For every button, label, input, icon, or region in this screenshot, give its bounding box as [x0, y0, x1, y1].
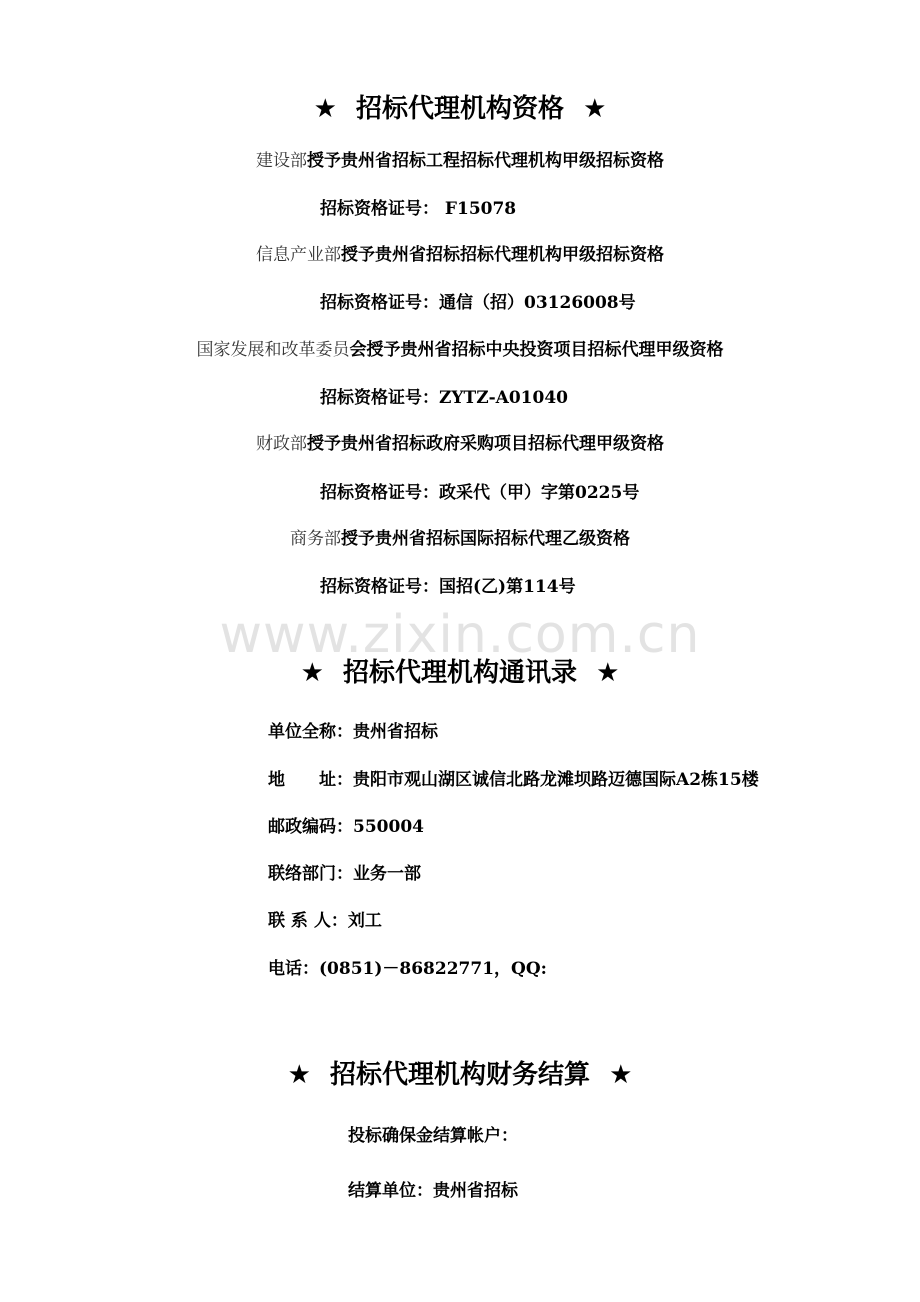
watermark: www.zixin.com.cn [219, 605, 701, 665]
row-label: 邮政编码： [268, 817, 353, 837]
row-label: 电话： [268, 959, 319, 979]
qualification-grant: 授予贵州省招标工程招标代理机构甲级招标资格 [307, 151, 664, 171]
qualification-grant: 授予贵州省招标招标代理机构甲级招标资格 [341, 245, 664, 265]
section-finance-title [0, 1054, 920, 1091]
section-title-text: 招标代理机构财务结算 [329, 1060, 590, 1090]
star-icon: ★ [583, 94, 607, 124]
contact-row [268, 906, 382, 931]
star-icon: ★ [287, 1060, 311, 1090]
authority-name: 信息产业部 [256, 245, 341, 265]
certificate-number: 招标资格证号：通信（招）03126008号 [320, 293, 636, 313]
row-value: 贵州省招标 [433, 1181, 518, 1201]
qualification-line [0, 335, 920, 360]
qualification-grant: 会授予贵州省招标中央投资项目招标代理甲级资格 [349, 340, 724, 360]
finance-row: 投标确保金结算帐户： [348, 1126, 518, 1146]
qualification-grant: 授予贵州省招标政府采购项目招标代理甲级资格 [307, 434, 664, 454]
certificate-number: 招标资格证号：政采代（甲）字第0225号 [320, 483, 640, 503]
contact-row [268, 954, 547, 979]
section-title-text: 招标代理机构通讯录 [342, 658, 577, 688]
contact-row [268, 765, 759, 790]
contact-row [268, 859, 421, 884]
qualification-line [0, 524, 920, 549]
star-icon: ★ [300, 658, 324, 688]
section-title-text: 招标代理机构资格 [355, 94, 564, 124]
contact-row [268, 812, 424, 837]
row-value: 贵阳市观山湖区诚信北路龙滩坝路迈德国际A2栋15楼 [353, 770, 759, 790]
row-value: 贵州省招标 [353, 722, 438, 742]
authority-name: 商务部 [290, 529, 341, 549]
star-icon: ★ [609, 1060, 633, 1090]
row-label: 联 系 人： [268, 911, 348, 931]
section-qualification-title [0, 88, 920, 125]
qualification-line [0, 429, 920, 454]
authority-name: 建设部 [256, 151, 307, 171]
certificate-number: 招标资格证号：国招(乙)第114号 [320, 577, 576, 597]
row-value: 业务一部 [353, 864, 421, 884]
certificate-number: 招标资格证号： F15078 [320, 199, 517, 219]
certificate-number: 招标资格证号：ZYTZ-A01040 [320, 388, 568, 408]
row-label: 单位全称： [268, 722, 353, 742]
contact-row [268, 717, 438, 742]
row-value: 刘工 [347, 911, 382, 931]
qualification-line [0, 146, 920, 171]
section-contact-title [0, 652, 920, 689]
row-value: 550004 [353, 817, 424, 837]
row-label: 结算单位： [348, 1181, 433, 1201]
qualification-grant: 授予贵州省招标国际招标代理乙级资格 [341, 529, 630, 549]
finance-row [348, 1176, 518, 1201]
authority-name: 国家发展和改革委员 [196, 340, 350, 360]
star-icon: ★ [596, 658, 620, 688]
row-label: 地 址： [268, 770, 353, 790]
row-label: 联络部门： [268, 864, 353, 884]
qualification-line [0, 240, 920, 265]
authority-name: 财政部 [256, 434, 307, 454]
row-value: (0851)－86822771，QQ: [319, 959, 547, 979]
star-icon: ★ [313, 94, 337, 124]
